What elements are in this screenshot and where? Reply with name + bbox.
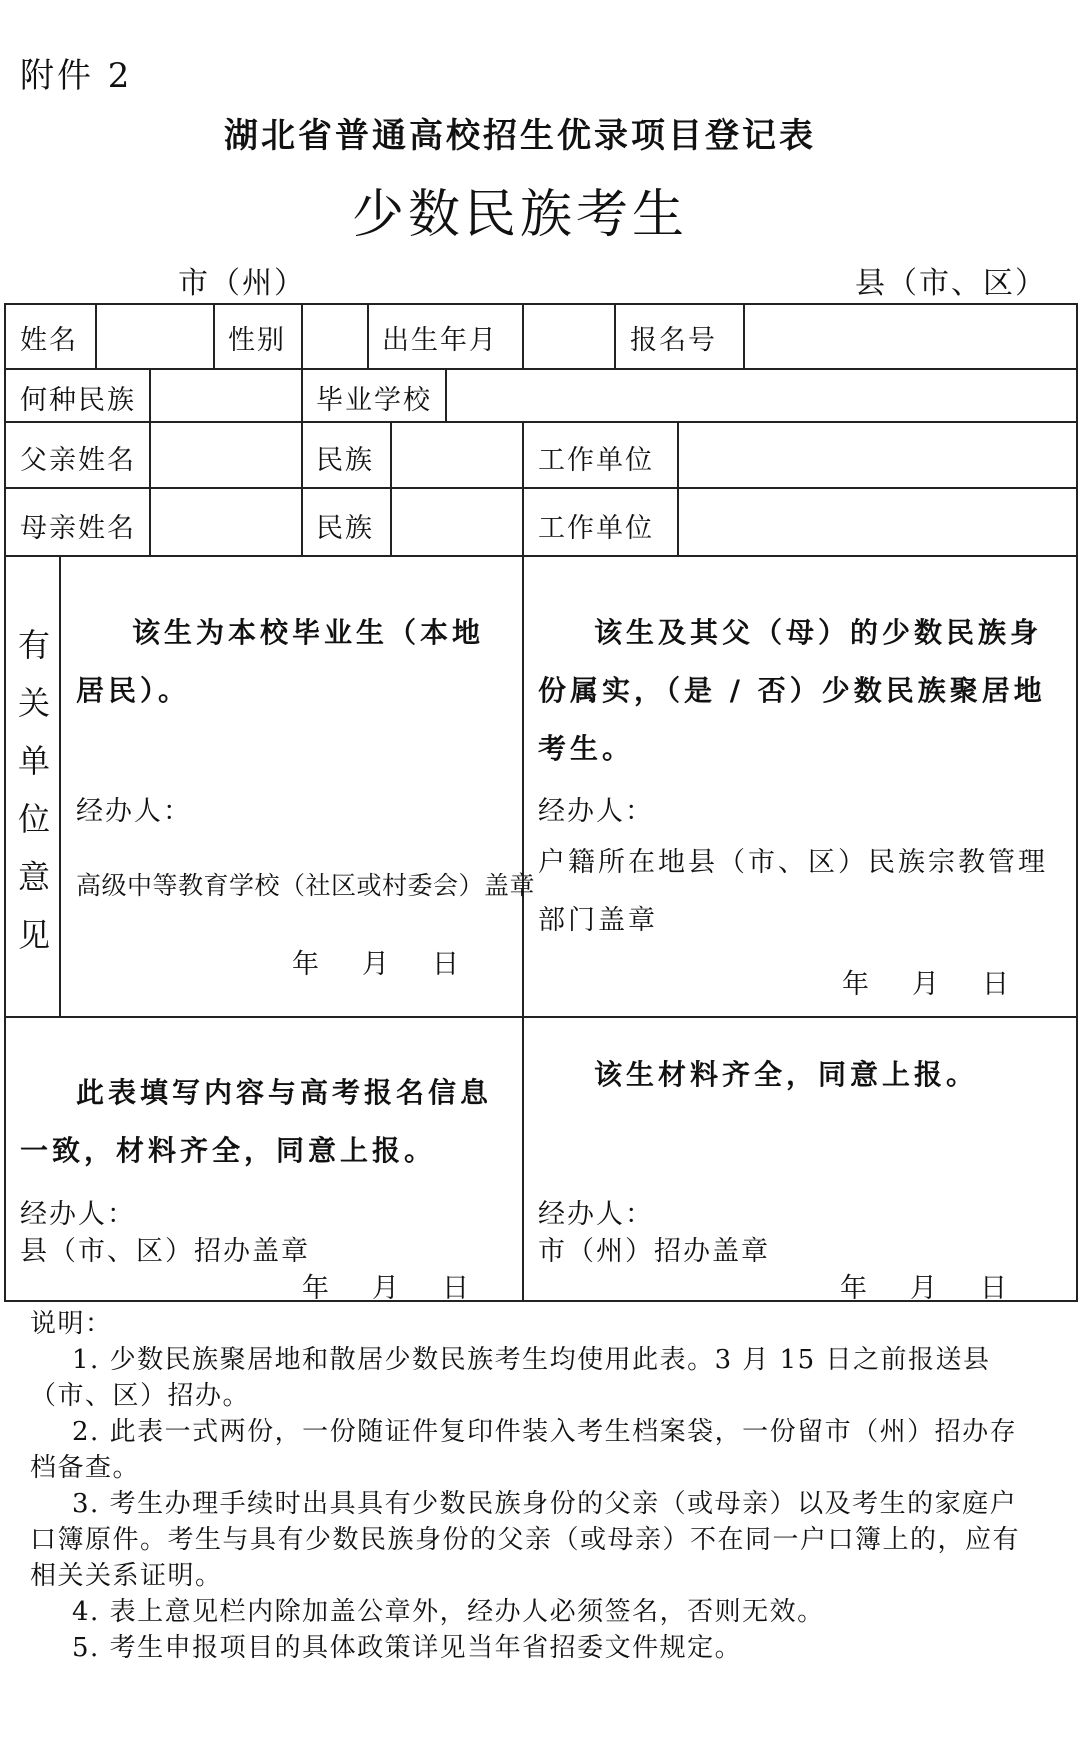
mother-name-label: 母亲姓名	[20, 513, 136, 544]
gender-label: 性别	[228, 325, 286, 356]
region-county-label: 县（市、区）	[855, 266, 1047, 301]
attachment-label: 附件 2	[20, 56, 133, 96]
name-label: 姓名	[20, 325, 78, 356]
col-divider	[367, 303, 369, 368]
col-divider	[522, 303, 524, 368]
instructions	[30, 1306, 1040, 1666]
county-approval-statement: 此表填写内容与高考报名信息一致，材料齐全，同意上报。	[20, 1076, 493, 1167]
table-border-right	[1076, 303, 1078, 1302]
ethnicity-label: 何种民族	[20, 385, 136, 416]
col-divider	[301, 421, 303, 555]
instruction-item: 1. 少数民族聚居地和散居少数民族考生均使用此表。3 月 15 日之前报送县（市、区）招办。	[30, 1345, 991, 1411]
ethnic-affairs-stamp-label: 户籍所在地县（市、区）民族宗教管理部门盖章	[538, 847, 1048, 936]
father-ethnicity-label: 民族	[316, 445, 374, 476]
opinion-section-label	[14, 616, 54, 964]
birth-date-label: 出生年月	[382, 325, 498, 356]
school-opinion-statement: 该生为本校毕业生（本地居民）。	[76, 616, 485, 707]
school-handler-label: 经办人：	[76, 796, 192, 827]
table-border-left	[4, 303, 6, 1302]
city-stamp-label: 市（州）招办盖章	[538, 1236, 770, 1267]
ethnic-affairs-handler-label: 经办人：	[538, 796, 654, 827]
form-subtitle: 少数民族考生	[351, 185, 688, 245]
table-border-top	[4, 303, 1078, 305]
instruction-item: 5. 考生申报项目的具体政策详见当年省招委文件规定。	[72, 1633, 743, 1663]
opinion-label-char: 意	[17, 858, 50, 896]
opinion-label-char: 有	[17, 626, 50, 664]
col-divider	[614, 303, 616, 368]
row-divider	[4, 487, 1078, 489]
col-divider	[522, 421, 524, 555]
col-divider	[59, 555, 61, 1016]
county-stamp-label: 县（市、区）招办盖章	[20, 1236, 310, 1267]
col-divider	[149, 421, 151, 555]
county-handler-label: 经办人：	[20, 1199, 136, 1230]
col-divider	[149, 368, 151, 421]
opinion-label-char: 单	[17, 742, 50, 780]
row-divider	[4, 555, 1078, 557]
school-stamp-label: 高级中等教育学校（社区或村委会）盖章	[76, 871, 536, 900]
col-divider	[213, 303, 215, 368]
ethnic-affairs-date-label: 年 月 日	[842, 969, 1017, 1000]
city-handler-label: 经办人：	[538, 1199, 654, 1230]
mother-ethnicity-label: 民族	[316, 513, 374, 544]
opinion-label-char: 见	[17, 916, 50, 954]
region-city-label: 市（州）	[178, 266, 306, 301]
father-name-label: 父亲姓名	[20, 445, 136, 476]
row-divider	[4, 1016, 1078, 1018]
col-divider	[445, 368, 447, 421]
instruction-item: 2. 此表一式两份，一份随证件复印件装入考生档案袋，一份留市（州）招办存档备查。	[30, 1417, 1018, 1483]
opinion-label-char: 位	[17, 800, 50, 838]
registration-number-label: 报名号	[630, 325, 717, 356]
col-divider	[301, 368, 303, 421]
row-divider	[4, 421, 1078, 423]
col-divider	[301, 303, 303, 368]
city-approval-statement: 该生材料齐全，同意上报。	[594, 1058, 979, 1091]
instruction-item: 4. 表上意见栏内除加盖公章外，经办人必须签名，否则无效。	[72, 1597, 825, 1627]
col-divider	[390, 421, 392, 555]
graduation-school-label: 毕业学校	[316, 385, 432, 416]
col-divider	[677, 421, 679, 555]
mother-employer-label: 工作单位	[538, 513, 654, 544]
instruction-item: 3. 考生办理手续时出具具有少数民族身份的父亲（或母亲）以及考生的家庭户口簿原件。考生与具有少数民族身份的父亲（或母亲）不在同一户口簿上的，应有相关关系证明。	[30, 1489, 1021, 1591]
instructions-heading: 说明：	[30, 1309, 113, 1339]
county-date-label: 年 月 日	[302, 1273, 477, 1304]
form-title: 湖北省普通高校招生优录项目登记表	[224, 116, 816, 156]
row-divider	[4, 368, 1078, 370]
col-divider	[95, 303, 97, 368]
opinion-label-char: 关	[17, 684, 50, 722]
school-date-label: 年 月 日	[292, 949, 467, 980]
col-divider	[522, 555, 524, 1302]
father-employer-label: 工作单位	[538, 445, 654, 476]
city-date-label: 年 月 日	[840, 1273, 1015, 1304]
ethnic-affairs-opinion-statement: 该生及其父（母）的少数民族身份属实，（是 / 否）少数民族聚居地考生。	[538, 616, 1046, 765]
col-divider	[743, 303, 745, 368]
